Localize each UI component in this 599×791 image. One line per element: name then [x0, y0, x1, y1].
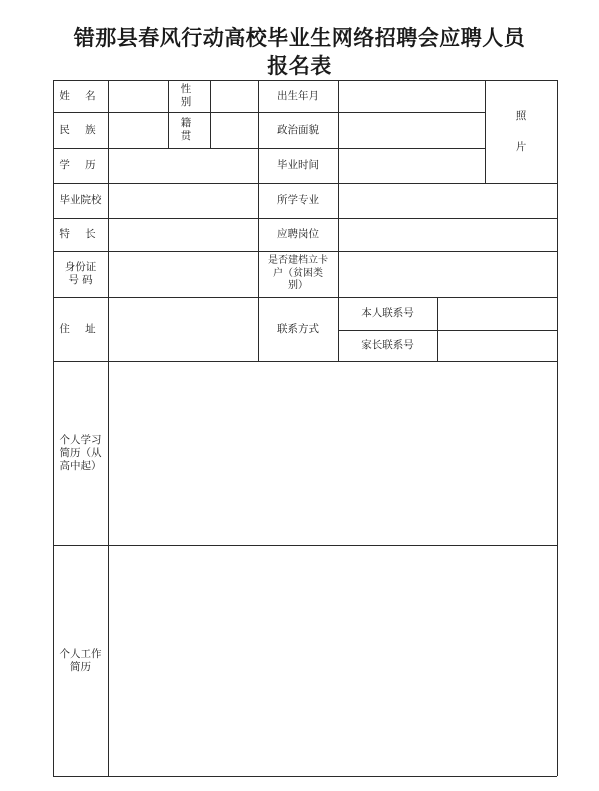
- study-resume-field[interactable]: [108, 361, 557, 545]
- name-label: 姓 名: [59, 89, 102, 102]
- specialty-label: 特 长: [59, 228, 102, 240]
- school-field[interactable]: [108, 183, 258, 218]
- photo-label-2: 片: [515, 140, 527, 153]
- parent-phone-field[interactable]: [437, 330, 557, 361]
- id-label-line-2: 号 码: [68, 274, 93, 286]
- address-label: 住 址: [59, 322, 102, 335]
- poverty-label-line-3: 别）: [288, 280, 308, 292]
- study-resume-line-1: 个人学习: [59, 433, 102, 446]
- native-place-label: 籍 贯: [180, 117, 198, 142]
- position-label: 应聘岗位: [277, 228, 319, 240]
- specialty-field[interactable]: [108, 218, 258, 251]
- id-number-field[interactable]: [108, 251, 258, 297]
- political-status-field[interactable]: [338, 112, 485, 148]
- education-field[interactable]: [108, 148, 258, 183]
- self-phone-label: 本人联系号: [361, 307, 414, 319]
- work-resume-line-1: 个人工作: [59, 647, 102, 660]
- ethnicity-field[interactable]: [108, 112, 168, 148]
- position-field[interactable]: [338, 218, 557, 251]
- birth-field[interactable]: [338, 80, 485, 112]
- work-resume-label: [53, 545, 108, 776]
- poverty-label-line-1: 是否建档立卡: [268, 255, 328, 267]
- major-field[interactable]: [338, 183, 557, 218]
- study-resume-line-3: 高中起）: [59, 459, 102, 472]
- parent-phone-label: 家长联系号: [361, 339, 414, 351]
- gender-field[interactable]: [210, 80, 258, 112]
- native-place-field[interactable]: [210, 112, 258, 148]
- photo-label-1: 照: [515, 109, 527, 122]
- form-subtitle: 报名表: [267, 53, 332, 78]
- id-number-label: [53, 251, 108, 297]
- id-label-line-1: 身份证: [64, 261, 97, 273]
- study-resume-line-2: 简历（从: [59, 446, 102, 459]
- graduation-time-label: 毕业时间: [277, 159, 319, 171]
- school-label: 毕业院校: [59, 194, 102, 206]
- work-resume-field[interactable]: [108, 545, 557, 776]
- study-resume-label: [53, 361, 108, 545]
- poverty-label-line-2: 户（贫困类: [273, 267, 323, 279]
- photo-box[interactable]: [485, 80, 557, 183]
- name-field[interactable]: [108, 80, 168, 112]
- ethnicity-label: 民 族: [59, 123, 102, 136]
- education-label: 学 历: [59, 159, 102, 171]
- gender-label: 性 别: [180, 83, 198, 108]
- self-phone-field[interactable]: [437, 297, 557, 330]
- poverty-field[interactable]: [338, 251, 557, 297]
- political-status-label: 政治面貌: [277, 123, 319, 136]
- form-title: 错那县春风行动高校毕业生网络招聘会应聘人员: [73, 25, 526, 50]
- poverty-label: [258, 251, 338, 297]
- major-label: 所学专业: [277, 194, 319, 206]
- contact-label: 联系方式: [277, 322, 319, 335]
- address-field[interactable]: [108, 297, 258, 361]
- birth-label: 出生年月: [277, 89, 319, 102]
- graduation-time-field[interactable]: [338, 148, 485, 183]
- work-resume-line-2: 简历: [70, 660, 91, 673]
